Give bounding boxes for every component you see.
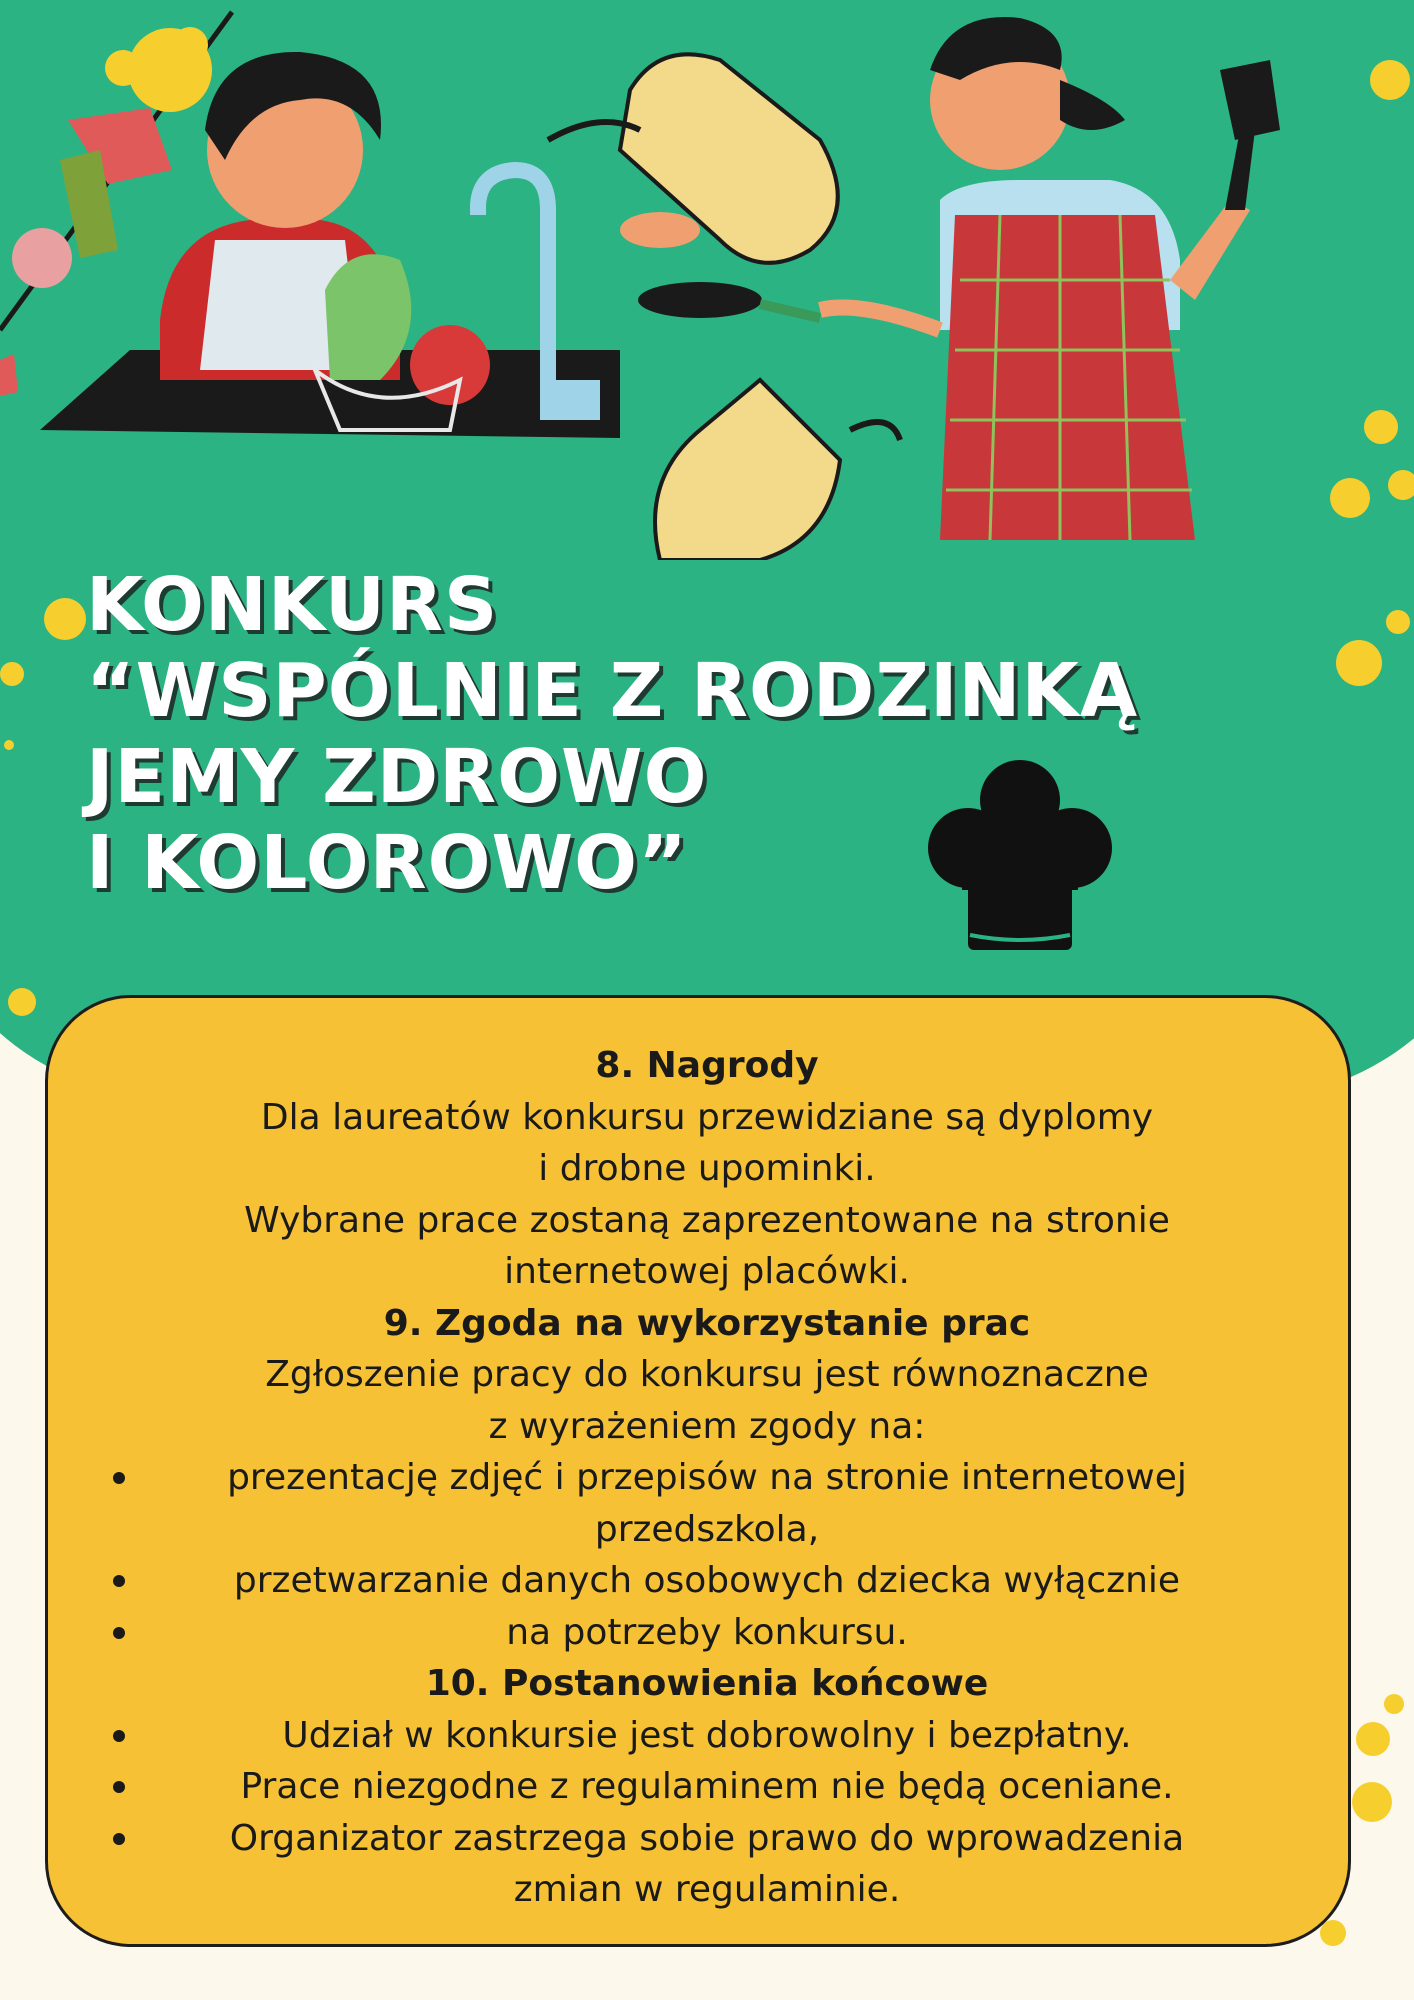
decor-dot: [4, 740, 14, 750]
bullet-item: Udział w konkursie jest dobrowolny i bezpłatny.: [0, 1710, 1414, 1762]
decor-dot: [1320, 1920, 1346, 1946]
paragraph-line: Zgłoszenie pracy do konkursu jest równoznaczne: [265, 1354, 1149, 1395]
title-line: JEMY ZDROWO: [86, 734, 708, 820]
boy-washing-vegetables-illustration: [40, 52, 620, 438]
section-heading: 8. Nagrody: [595, 1045, 819, 1086]
paragraph-line: i drobne upominki.: [538, 1148, 876, 1189]
paragraph-line: internetowej placówki.: [504, 1251, 910, 1292]
bullet-item: Organizator zastrzega sobie prawo do wprowadzenia: [0, 1813, 1414, 1865]
bullet-item: Prace niezgodne z regulaminem nie będą oceniane.: [0, 1761, 1414, 1813]
paragraph-line: Dla laureatów konkursu przewidziane są dyplomy: [260, 1096, 1154, 1138]
paragraph-line: Wybrane prace zostaną zaprezentowane na stronie: [244, 1199, 1170, 1241]
decor-dot: [1336, 640, 1382, 686]
bullet-continuation: zmian w regulaminie.: [513, 1869, 901, 1910]
decor-dot: [0, 662, 24, 686]
decor-dot: [8, 988, 36, 1016]
section-heading: 9. Zgoda na wykorzystanie prac: [383, 1302, 1031, 1344]
cooking-illustration: [0, 0, 1414, 560]
decor-dot: [1386, 610, 1410, 634]
bullet-continuation: przedszkola,: [594, 1508, 820, 1550]
bullet-item: na potrzeby konkursu.: [0, 1607, 1414, 1659]
rules-content: [0, 1040, 1414, 1916]
bullet-item: przetwarzanie danych osobowych dziecka wyłącznie: [0, 1555, 1414, 1607]
title-line: “WSPÓLNIE Z RODZINKĄ: [86, 648, 1139, 734]
section-heading: 10. Postanowienia końcowe: [425, 1663, 989, 1704]
decor-dot: [44, 598, 86, 640]
bullet-item: prezentację zdjęć i przepisów na stronie internetowej: [0, 1452, 1414, 1504]
title-line: I KOLOROWO”: [86, 820, 688, 906]
title-line: KONKURS: [86, 562, 499, 648]
chef-hat-icon: [920, 760, 1120, 960]
woman-cooking-illustration: [820, 17, 1280, 540]
paragraph-line: z wyrażeniem zgody na:: [488, 1405, 926, 1447]
